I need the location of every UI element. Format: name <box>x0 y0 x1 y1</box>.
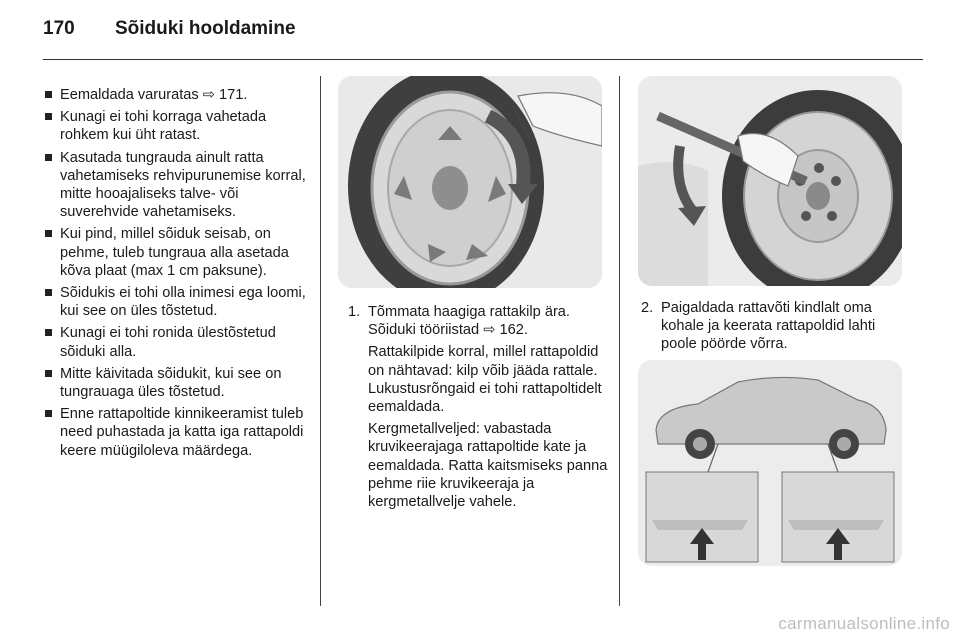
bullet-item: Mitte käivitada sõidukit, kui see on tungrauaga üles tõstetud. <box>44 365 310 401</box>
bullet-item: Kasutada tungrauda ainult ratta vahetamiseks rehvipurunemise korral, mitte hooajaliseks talve- või suverehvide vahetamiseks. <box>44 149 310 222</box>
page-number: 170 <box>43 18 75 39</box>
step-2-block <box>641 299 907 358</box>
column-divider-1 <box>320 76 321 606</box>
bullet-item: Kunagi ei tohi korraga vahetada rohkem kui üht ratast. <box>44 108 310 144</box>
step-1-para-3: Kergmetallveljed: vabastada kruvikeerajaga rattapoltide kate ja eemaldada. Ratta kaitsmiseks panna pehme riie kruvikeeraja ja kergmetallvelje vahele. <box>368 421 608 511</box>
jacking-points-illustration <box>638 360 902 566</box>
column-divider-2 <box>619 76 620 606</box>
bullet-item: Enne rattapoltide kinnikeeramist tuleb need puhastada ja katta iga rattapoldi keere müügiloleva määrdega. <box>44 405 310 460</box>
step-2-text: Paigaldada rattavõti kindlalt oma kohale ja keerata rattapoldid lahti poole pöörde võrra. <box>661 300 876 353</box>
warning-bullet-list <box>44 86 310 464</box>
step-1-number: 1. <box>348 304 361 320</box>
bullet-item: Kunagi ei tohi ronida ülestõstetud sõiduki alla. <box>44 324 310 360</box>
page-title: Sõiduki hooldamine <box>115 18 296 39</box>
step-1-para-2: Rattakilpide korral, millel rattapoldid on nähtavad: kilp võib jääda rattale. Lukustusrõngaid ei tohi rattapoltidelt eemaldada. <box>368 344 602 416</box>
header-rule <box>43 59 923 60</box>
page-header <box>43 18 296 40</box>
bullet-item: Kui pind, millel sõiduk seisab, on pehme, tuleb tungraua alla asetada kõva plaat (max 1 cm paksune). <box>44 225 310 280</box>
wheel-wrench-illustration <box>638 76 902 286</box>
watermark: carmanualsonline.info <box>778 614 950 633</box>
bullet-item: Eemaldada varuratas ⇨ 171. <box>44 86 310 104</box>
step-1-block <box>348 303 610 515</box>
step-1-text: Tõmmata haagiga rattakilp ära. Sõiduki tööriistad ⇨ 162. <box>368 304 570 339</box>
step-2-number: 2. <box>641 300 654 316</box>
wheel-cover-illustration <box>338 76 602 288</box>
bullet-item: Sõidukis ei tohi olla inimesi ega loomi, kui see on üles tõstetud. <box>44 284 310 320</box>
